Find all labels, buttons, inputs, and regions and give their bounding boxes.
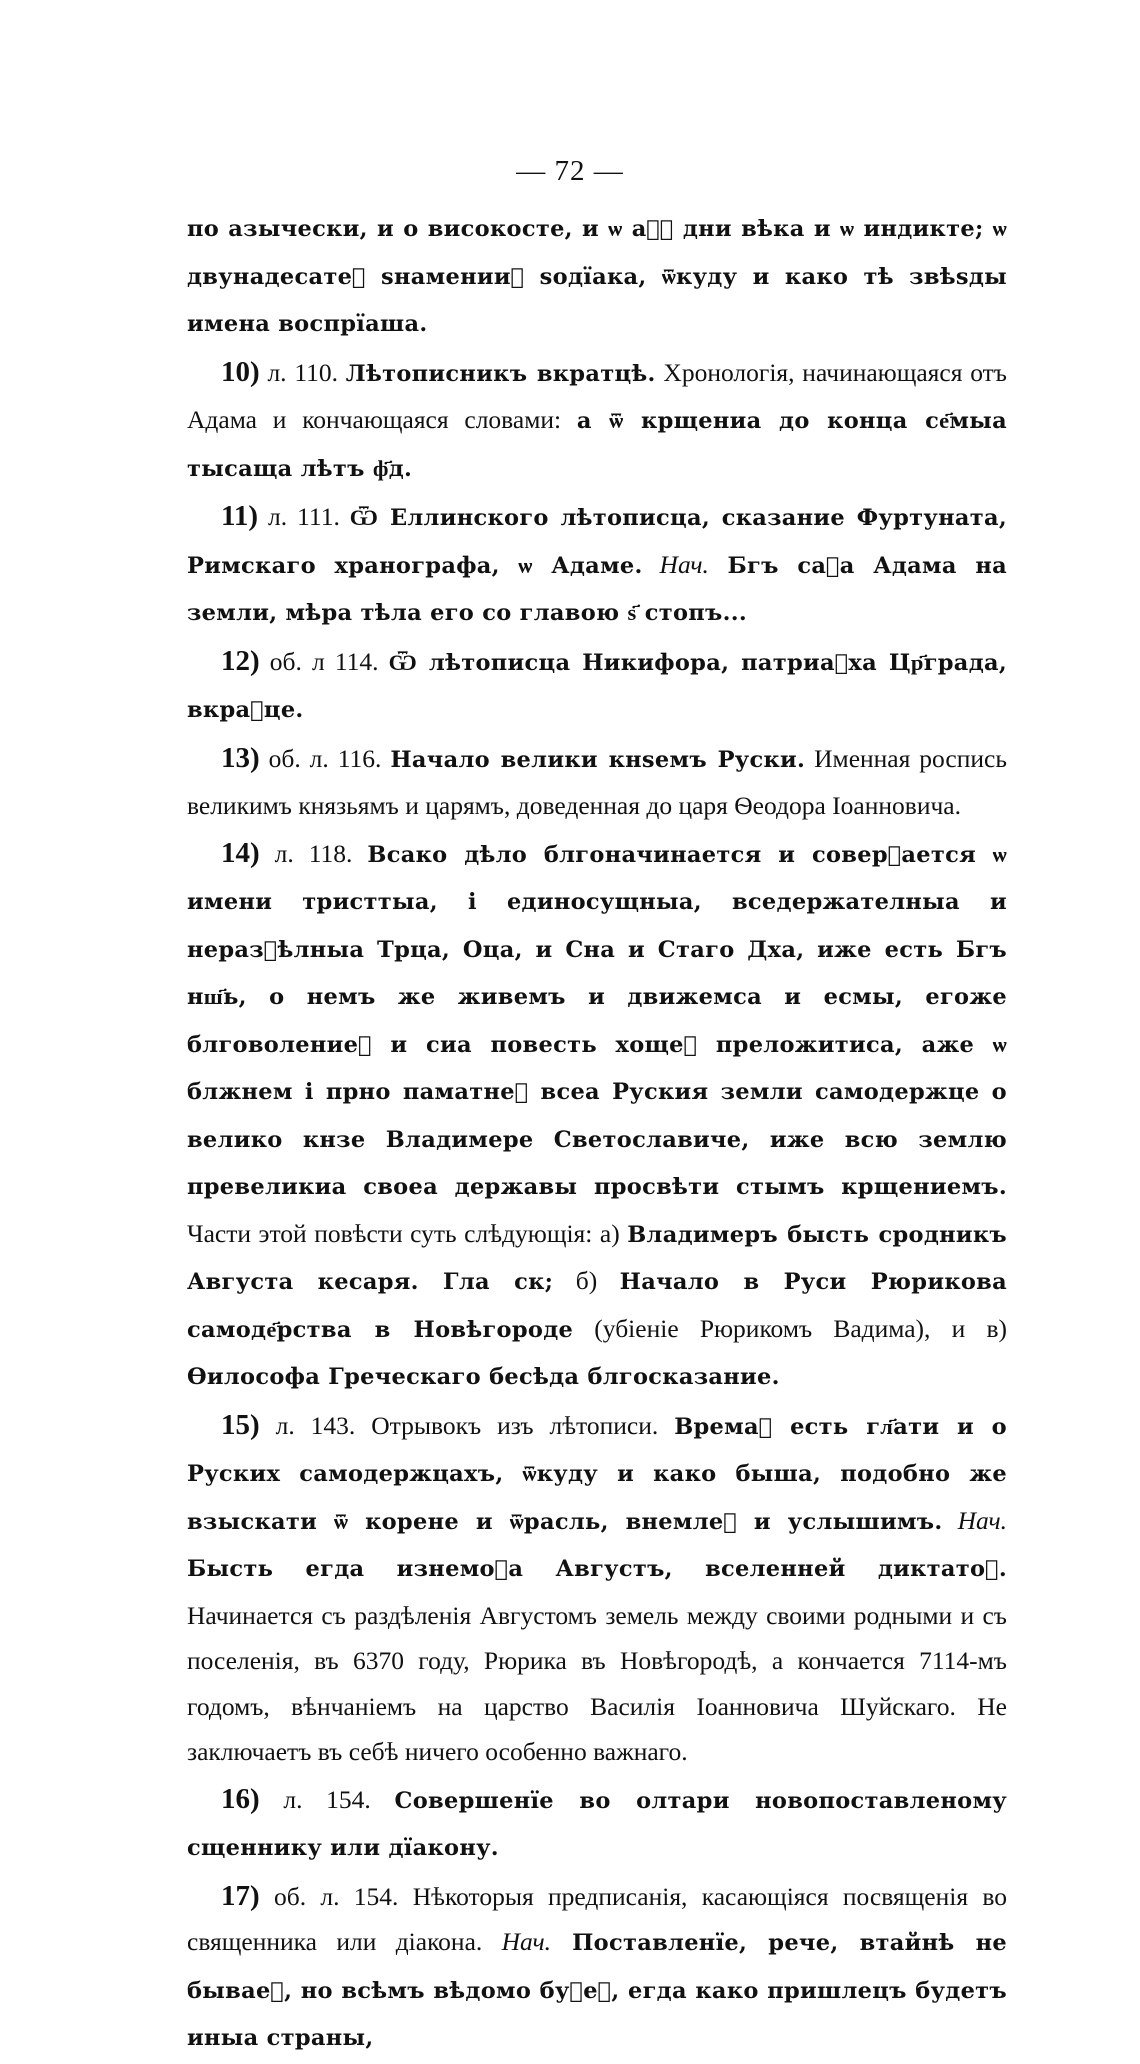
entry-number: 14) [221, 836, 260, 869]
slavonic-text: Начало велики кнѕемъ Руски. [390, 746, 806, 773]
slavonic-text: Ѿ лѣтописца Никифора, патриаⷬха Цр҃града, вкраⷮце. [187, 649, 1007, 723]
entry-13 [187, 736, 1007, 829]
entry-ref: л. 118. [259, 838, 368, 868]
entry-11 [187, 494, 1007, 637]
entry-ref: об. л 114. [259, 646, 389, 676]
entry-number: 13) [221, 741, 260, 774]
entry-description: Именная роспись великимъ князьямъ и царямъ, доведенная до царя Ѳеодора Іоанновича. [187, 743, 1007, 820]
slavonic-text: Поставленїе, рече, втайнѣ не бываеⷮ, но всѣмъ вѣдомо буⷣеⷮ, егда како пришлецъ будетъ иныа страны, [187, 1930, 1007, 2051]
slavonic-text: Совершенїе во олтари новопоставленому сщеннику или дїакону. [187, 1787, 1007, 1861]
entry-description: Части этой повѣсти суть слѣдующія: а) [187, 1218, 628, 1248]
entry-number: 17) [221, 1879, 260, 1912]
entry-ref: об. л. 154. Нѣкоторыя предписанія, касающіяся посвященія во священника или діакона. [187, 1881, 1007, 1956]
page-number: — 72 — [516, 155, 624, 187]
entry-description: б) [553, 1266, 620, 1295]
text-block [187, 205, 1007, 2064]
slavonic-text: Ѳилософа Греческаго бесѣда блгосказание. [187, 1364, 780, 1390]
slavonic-text: Бгъ саⷣа Адама на земли, мѣра тѣла его со главою ѕ҃ стопъ... [187, 552, 1007, 626]
slavonic-text: Времаⷨ есть гл҃ати и о Руских самодержцахъ, ѿкуду и како быша, подобно же взыскати ѿ корене и ѿрасль, внемлеⷨ и услышимъ. [187, 1413, 1007, 1535]
entry-15 [187, 1403, 1007, 1775]
entry-description: Хронологія, начинающаяся отъ Адама и кончающаяся словами: [187, 357, 1007, 434]
entry-number: 11) [221, 500, 259, 532]
entry-number: 16) [221, 1782, 260, 1815]
incipit-label: Нач. [642, 549, 709, 579]
entry-number: 15) [221, 1408, 260, 1441]
entry-description: (убіеніе Рюрикомъ Вадима), и в) [573, 1313, 1007, 1343]
slavonic-text: Всако дѣло блгоначинается и соверⷲается ѡ имени тристтыа, і единосущныа, вседержателныа и неразⷣѣлныа Трца, Оца, и Сна и Стаго Дха, иже есть Бгъ нш҃ь, о немъ же живемъ и движемса и есмы, егоже блговолениеⷨ и сиа повесть хощеⷮ преложитиса, аже ѡ блжнем і прно паматнеⷨ всеа Руския земли самодержце о велико кнзе Владимере Светославиче, иже всю землю превеликиа своеа державы просвѣти стымъ крщениемъ. [187, 841, 1008, 1200]
entry-ref: об. л. 116. [259, 743, 391, 773]
entry-number: 12) [221, 644, 260, 677]
slavonic-text: а ѿ крщениа до конца се҃мыа тысаща лѣтъ ф҃д. [187, 408, 1007, 482]
slavonic-text: Владимеръ бысть сродникъ Августа кесаря. Гла ск; [187, 1221, 1007, 1295]
slavonic-text: Ѿ Еллинского лѣтописца, сказание Фуртуната, Римскаго хранографа, ѡ Адаме. [187, 505, 1007, 579]
incipit-label: Нач. [501, 1927, 551, 1956]
entry-17 [187, 1874, 1007, 2062]
slavonic-text: Лѣтописникъ вкратцѣ. [345, 360, 656, 387]
entry-number: 10) [221, 355, 260, 388]
slavonic-text: по азычески, и о високосте, и ѡ а҃ⷯ дни вѣка и ѡ индикте; ѡ двунадесатеⷯ ѕнаменииⷯ ѕодїака, ѿкуду и како тѣ звѣѕды имена воспрїаша. [187, 216, 1007, 337]
entry-ref: л. 154. [259, 1784, 395, 1814]
incipit-label: Нач. [942, 1505, 1008, 1535]
slavonic-text: Бысть егда изнемоⷤа Августъ, вселенней диктатоⷬ. [187, 1556, 1007, 1582]
entry-description: Начинается съ раздѣленія Августомъ земель между своими родными и съ поселенія, въ 6370 году, Рюрика въ Новѣгородѣ, а кончается 7114-мъ годомъ, вѣнчаніемъ на царство Василія Іоанновича Шуйскаго. Не заключаетъ въ себѣ ничего особенно важнаго. [187, 1600, 1007, 1766]
slavonic-text: Начало в Руси Рюрикова самоде҃рства в Новѣгороде [187, 1269, 1007, 1343]
entry-16 [187, 1777, 1007, 1872]
entry-ref: л. 143. Отрывокъ изъ лѣтописи. [259, 1410, 675, 1440]
paragraph-continuation [187, 205, 1007, 348]
entry-10 [187, 350, 1007, 493]
entry-ref: л. 111. [258, 502, 350, 531]
entry-12 [187, 639, 1007, 734]
entry-14 [187, 831, 1007, 1401]
entry-ref: л. 110. [259, 357, 346, 387]
